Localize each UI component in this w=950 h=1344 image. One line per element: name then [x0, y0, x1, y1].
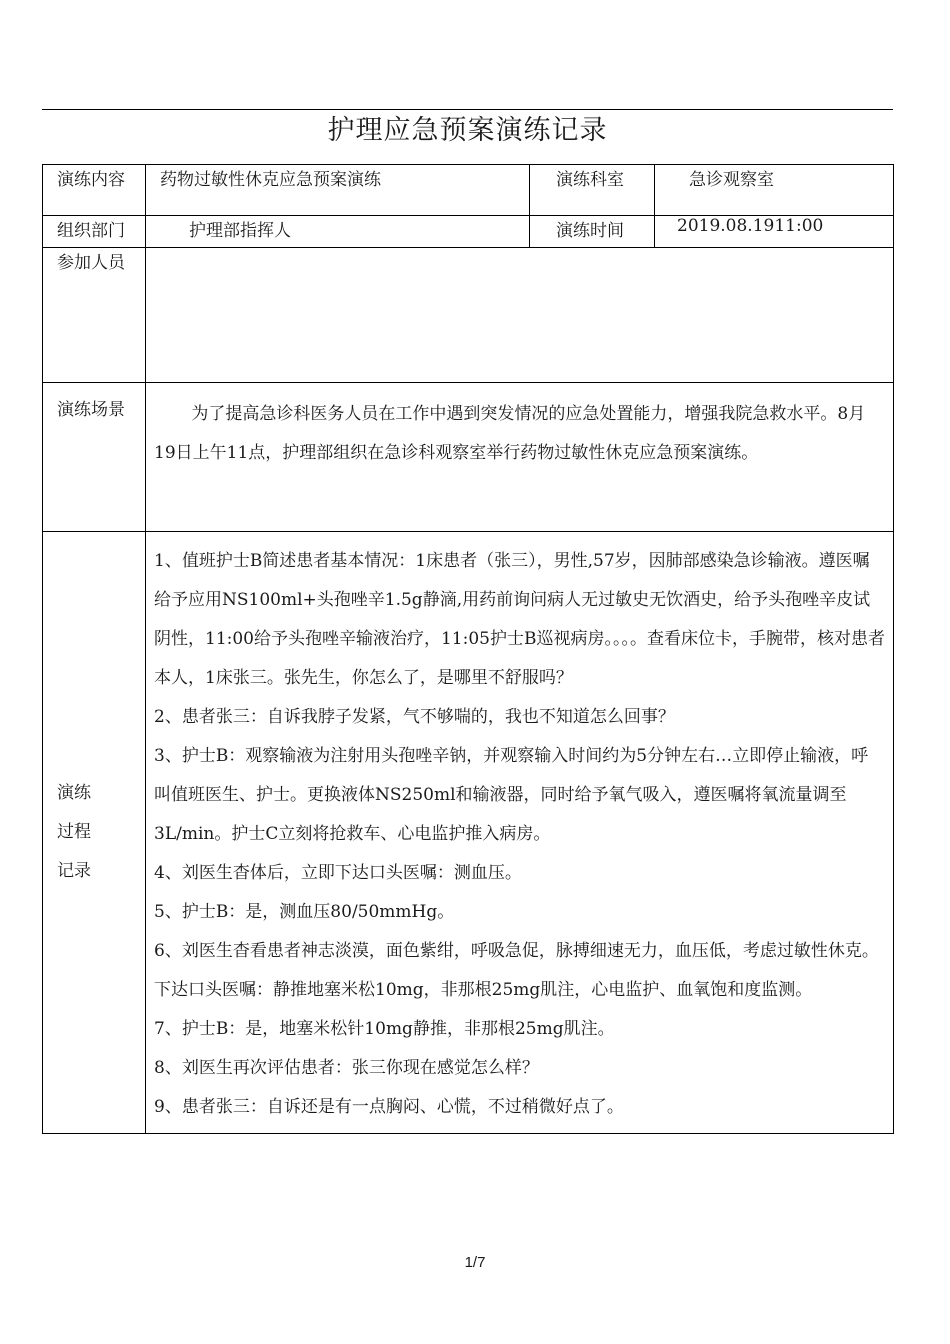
header-rule [42, 109, 893, 110]
row-participants [43, 248, 894, 383]
row-scene [43, 383, 894, 532]
content-label: 演练内容 [43, 165, 146, 216]
row-org-time [43, 216, 894, 248]
scene-text: 为了提高急诊科医务人员在工作中遇到突发情况的应急处置能力，增强我院急救水平。8月19日上午11点，护理部组织在急诊科观察室举行药物过敏性休克应急预案演练。 [146, 383, 894, 532]
participants-label: 参加人员 [43, 248, 146, 383]
org-value: 护理部指挥人 [146, 216, 530, 248]
row-process [43, 532, 894, 1134]
process-label-line: 演练 [57, 783, 91, 803]
process-step: 6、刘医生杳看患者神志淡漠，面色紫绀，呼吸急促，脉搏细速无力，血压低，考虑过敏性休克。下达口头医嘱：静推地塞米松10mg，非那根25mg肌注，心电监护、血氧饱和度监测。 [154, 941, 879, 1000]
process-step: 2、患者张三：自诉我脖子发紧，气不够喘的，我也不知道怎么回事？ [154, 707, 675, 727]
process-step: 4、刘医生杳体后，立即下达口头医嘱：测血压。 [154, 863, 522, 883]
page-number: 1/7 [464, 1254, 486, 1271]
process-label [43, 532, 146, 1134]
time-label: 演练时间 [530, 216, 655, 248]
process-step: 5、护士B：是，测血压80/50mmHg。 [154, 902, 455, 922]
drill-record-table [42, 164, 894, 1134]
process-step: 8、刘医生再次评估患者：张三你现在感觉怎么样？ [154, 1058, 539, 1078]
process-step: 3、护士B：观察输液为注射用头孢唑辛钠，并观察输入时间约为5分钟左右…立即停止输液，呼叫值班医生、护士。更换液体NS250ml和输液器，同时给予氧气吸入，遵医嘱将氧流量调至3L/min。护士C立刻将抢救车、心电监护推入病房。 [154, 746, 869, 844]
row-content-dept [43, 165, 894, 216]
process-step: 1、值班护士B简述患者基本情况：1床患者（张三），男性,57岁，因肺部感染急诊输液。遵医嘱给予应用NS100ml+头孢唑辛1.5g静滴,用药前询问病人无过敏史无饮酒史，给予头孢唑辛皮试阴性，11:00给予头孢唑辛输液治疗，11:05护士B巡视病房。。。。查看床位卡，手腕带，核对患者本人，1床张三。张先生，你怎么了，是哪里不舒服吗？ [154, 551, 885, 688]
scene-label: 演练场景 [43, 383, 146, 532]
document-title: 护理应急预案演练记录 [327, 115, 608, 146]
process-step: 7、护士B：是，地塞米松针10mg静推，非那根25mg肌注。 [154, 1019, 615, 1039]
dept-value: 急诊观察室 [655, 165, 894, 216]
process-label-line: 记录 [57, 861, 91, 881]
process-record [146, 532, 894, 1134]
process-step: 9、患者张三：自诉还是有一点胸闷、心慌，不过稍微好点了。 [154, 1097, 624, 1117]
time-value: 2019.08.1911:00 [655, 216, 894, 248]
dept-label: 演练科室 [530, 165, 655, 216]
org-label: 组织部门 [43, 216, 146, 248]
participants-value [146, 248, 894, 383]
process-label-line: 过程 [57, 822, 91, 842]
content-value: 药物过敏性休克应急预案演练 [146, 165, 530, 216]
